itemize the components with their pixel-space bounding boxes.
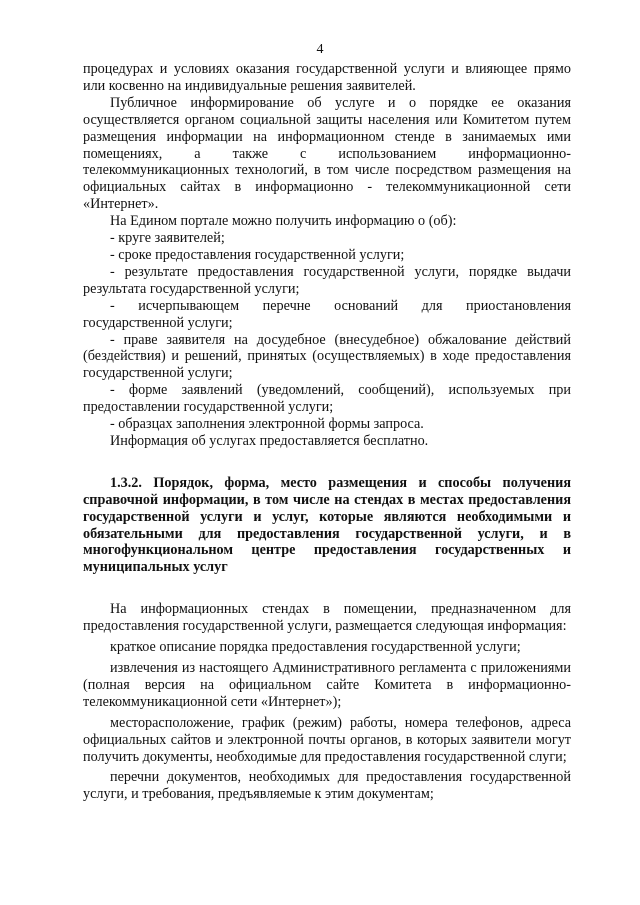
list-item-regulation-extracts: извлечения из настоящего Административного регламента с приложениями (полная версия на официальном сайте Комитета в информационно-телекоммуникационной сети «Интернет»); <box>83 660 571 710</box>
list-item-result: - результате предоставления государственной услуги, порядке выдачи результата государственной услуги; <box>83 263 571 297</box>
page-number: 4 <box>316 42 324 57</box>
list-item-location-schedule: месторасположение, график (режим) работы, номера телефонов, адреса официальных сайтов и электронной почты органов, в которых заявители могут получить документы, необходимые для предоставления государственной слуги; <box>83 714 571 765</box>
section-heading-1-3-2: 1.3.2. Порядок, форма, место размещения и способы получения справочной информации, в том числе на стендах в местах предоставления государственной услуги и услуг, которые являются необходимыми и обязательными для предоставления государственной услуги, и в многофункциональном центре предоставления государственных и муниципальных услуг <box>83 474 571 576</box>
list-item-term: - сроке предоставления государственной услуги; <box>110 246 405 263</box>
list-item-document-lists: перечни документов, необходимых для предоставления государственной услуги, и требования, предъявляемые к этим документам; <box>83 769 571 803</box>
list-item-appeal-right: - праве заявителя на досудебное (внесудебное) обжалование действий (бездействия) и решений, принятых (осуществляемых) в ходе предоставления государственной услуги; <box>83 331 571 382</box>
paragraph-stands-intro: На информационных стендах в помещении, предназначенном для предоставления государственной услуги, размещается следующая информация: <box>83 601 571 635</box>
paragraph-free-of-charge: Информация об услугах предоставляется бесплатно. <box>110 432 429 449</box>
document-body <box>83 61 571 803</box>
list-item-application-forms: - форме заявлений (уведомлений, сообщений), используемых при предоставлении государственной услуги; <box>83 382 571 416</box>
list-item-applicants: - круге заявителей; <box>110 230 225 247</box>
list-item-suspension-grounds: - исчерпывающем перечне оснований для приостановления государственной услуги; <box>83 297 571 331</box>
list-item-form-samples: - образцах заполнения электронной формы запроса. <box>110 416 424 433</box>
paragraph-public-informing: Публичное информирование об услуге и о порядке ее оказания осуществляется органом социальной защиты населения или Комитетом путем размещения информации на информационном стенде в занимаемых ими помещениях, а также с использованием информационно-телекоммуникационных технологий, в том числе посредством размещения на официальных сайтах в информационно - телекоммуникационной сети «Интернет». <box>83 94 571 213</box>
paragraph-continuation: процедурах и условиях оказания государственной услуги и влияющее прямо или косвенно на индивидуальные решения заявителей. <box>83 61 571 94</box>
list-item-brief-description: краткое описание порядка предоставления государственной услуги; <box>110 639 521 656</box>
paragraph-portal-intro: На Едином портале можно получить информацию о (об): <box>110 213 457 230</box>
